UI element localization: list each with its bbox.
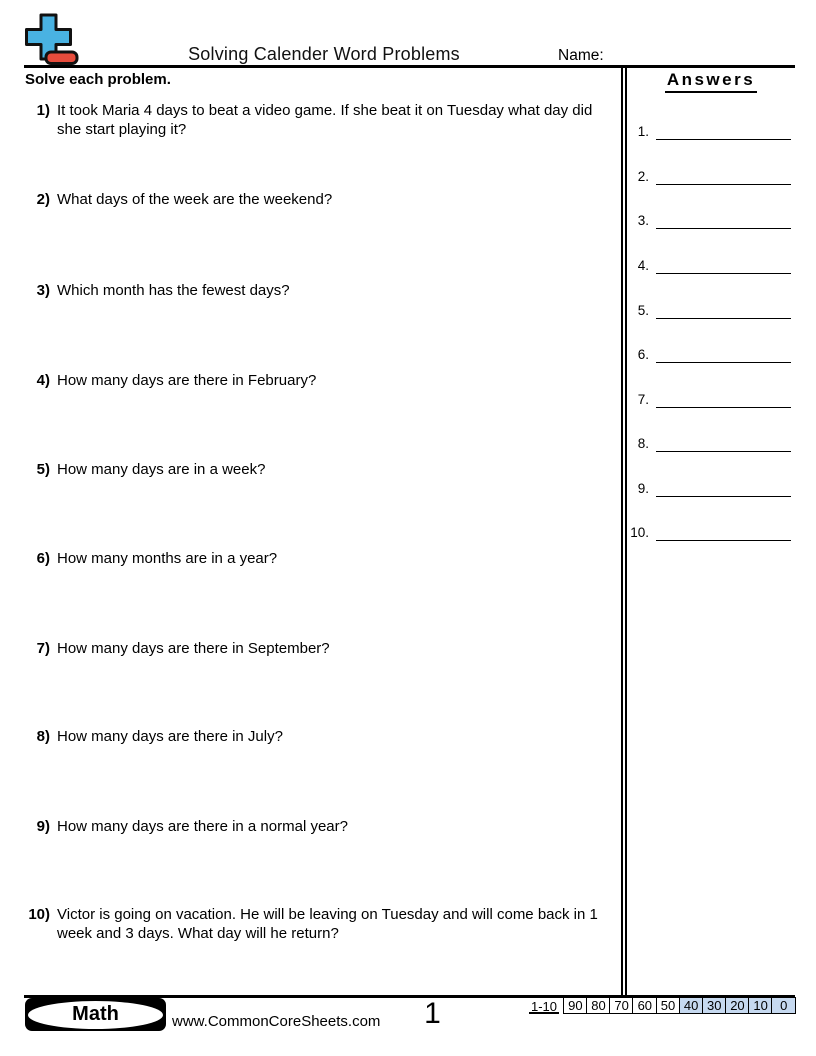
answer-number: 5. (637, 303, 649, 318)
math-badge-label: Math (28, 1001, 163, 1029)
header-divider (24, 65, 795, 68)
score-cell: 60 (632, 997, 657, 1014)
problem-number: 1) (36, 102, 50, 119)
answer-blank-line[interactable] (656, 301, 791, 319)
problem-text: How many days are there in July? (57, 728, 283, 745)
instructions-label: Solve each problem. (25, 71, 171, 88)
answer-number: 3. (637, 213, 649, 228)
problem-text: How many months are in a year? (57, 550, 278, 567)
problem-number: 7) (36, 640, 50, 657)
score-cell: 10 (748, 997, 773, 1014)
score-cell: 50 (656, 997, 681, 1014)
website-text: www.CommonCoreSheets.com (172, 1013, 381, 1030)
math-subject-badge (25, 998, 166, 1031)
problem-item (24, 190, 620, 209)
answer-number: 1. (637, 124, 649, 139)
score-cell: 70 (609, 997, 634, 1014)
answer-blank-line[interactable] (656, 523, 791, 541)
answer-blank-line[interactable] (656, 479, 791, 497)
problem-number: 9) (36, 818, 50, 835)
score-cell: 80 (586, 997, 611, 1014)
problem-item (24, 460, 620, 479)
problem-number: 6) (36, 550, 50, 567)
answer-blank-line[interactable] (656, 390, 791, 408)
answer-row (624, 256, 791, 274)
score-cell: 40 (679, 997, 704, 1014)
score-cell: 20 (725, 997, 750, 1014)
answer-blank-line[interactable] (656, 211, 791, 229)
answer-number: 6. (637, 347, 649, 362)
answer-row (624, 479, 791, 497)
problem-text: How many days are there in February? (57, 372, 317, 389)
answer-row (624, 345, 791, 363)
problem-number: 5) (36, 461, 50, 478)
problem-item (24, 817, 620, 836)
answer-number: 8. (637, 436, 649, 451)
score-cell: 0 (771, 997, 796, 1014)
answer-blank-line[interactable] (656, 434, 791, 452)
answer-blank-line[interactable] (656, 345, 791, 363)
answer-blank-line[interactable] (656, 256, 791, 274)
problem-number: 3) (36, 282, 50, 299)
answer-number: 2. (637, 169, 649, 184)
answer-row (624, 434, 791, 452)
problem-text: How many days are in a week? (57, 461, 266, 478)
answer-row (624, 122, 791, 140)
problem-text: It took Maria 4 days to beat a video game. If she beat it on Tuesday what day did she start playing it? (57, 102, 593, 138)
problem-item (24, 281, 620, 300)
score-table (563, 997, 796, 1014)
problem-item (24, 101, 620, 139)
worksheet-title: Solving Calender Word Problems (188, 44, 460, 64)
answer-number: 9. (637, 481, 649, 496)
problem-number: 10) (28, 906, 50, 923)
answer-row (624, 167, 791, 185)
problem-text: Victor is going on vacation. He will be leaving on Tuesday and will come back in 1 week and 3 days. What day will he return? (57, 906, 598, 942)
problem-number: 4) (36, 372, 50, 389)
problem-number: 8) (36, 728, 50, 745)
problem-text: Which month has the fewest days? (57, 282, 290, 299)
problem-item (24, 905, 620, 943)
answer-row (624, 390, 791, 408)
answer-blank-line[interactable] (656, 122, 791, 140)
answer-blank-line[interactable] (656, 167, 791, 185)
answer-row (624, 211, 791, 229)
answer-row (624, 301, 791, 319)
answer-number: 4. (637, 258, 649, 273)
problem-item (24, 549, 620, 568)
problem-item (24, 639, 620, 658)
problem-text: How many days are there in September? (57, 640, 330, 657)
page-number: 1 (424, 997, 441, 1030)
score-cell: 30 (702, 997, 727, 1014)
problem-text: What days of the week are the weekend? (57, 191, 333, 208)
answer-row (624, 523, 791, 541)
score-cell: 90 (563, 997, 588, 1014)
answer-number: 7. (637, 392, 649, 407)
problem-item (24, 727, 620, 746)
problem-item (24, 371, 620, 390)
score-range-label: 1-10 (531, 999, 558, 1014)
name-label: Name: (558, 47, 604, 64)
answers-heading: Answers (630, 70, 792, 93)
answer-number: 10. (630, 525, 649, 540)
problem-number: 2) (36, 191, 50, 208)
problem-text: How many days are there in a normal year? (57, 818, 348, 835)
